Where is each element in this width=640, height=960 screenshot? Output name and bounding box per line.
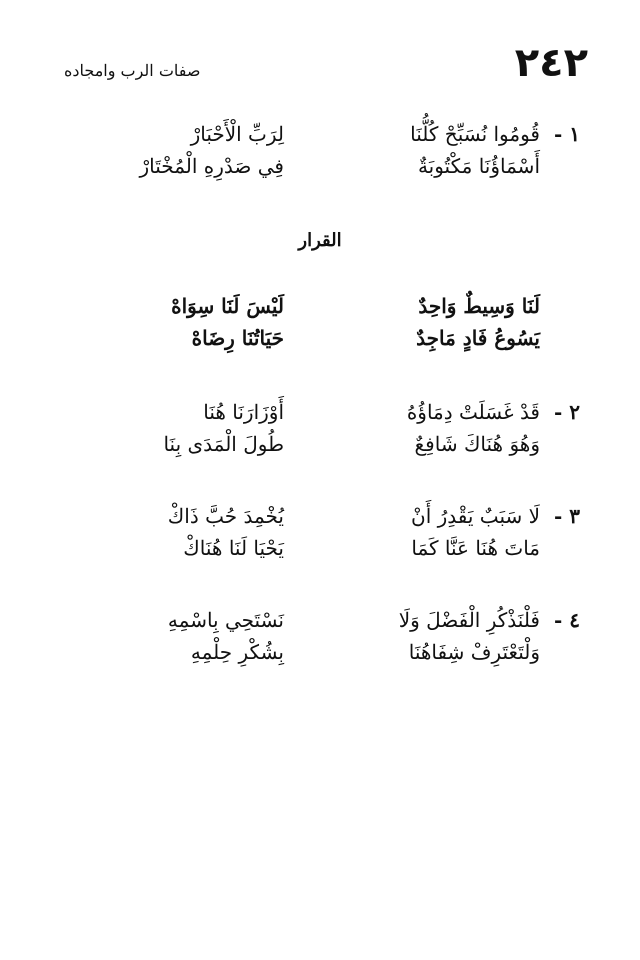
hemistich-first: أَسْمَاؤُنَا مَكْتُوبَةٌ [417, 154, 540, 178]
hemistich-first: قُومُوا نُسَبِّحْ كُلُّنَا [410, 122, 540, 146]
verse-line [0, 290, 640, 322]
stanza-number: ٢ - [553, 400, 580, 424]
verse-line [0, 150, 640, 182]
verse-line [0, 118, 640, 150]
verse-line [0, 532, 640, 564]
verse-line [0, 636, 640, 668]
stanza-4 [0, 604, 640, 668]
hemistich-second: لِرَبِّ الْأَحْبَارْ [190, 122, 284, 146]
hemistich-second: لَيْسَ لَنَا سِوَاهْ [171, 294, 284, 318]
verse-line [0, 428, 640, 460]
stanza-3 [0, 500, 640, 564]
stanza-1 [0, 118, 640, 182]
page-number: ٢٤٢ [514, 40, 588, 86]
hemistich-first: مَاتَ هُنَا عَنَّا كَمَا [411, 536, 540, 560]
hemistich-second: يَحْيَا لَنَا هُنَاكْ [183, 536, 284, 560]
running-title: صفات الرب وامجاده [64, 61, 201, 80]
hemistich-first: وَلْتَعْتَرِفْ شِفَاهُنَا [408, 640, 540, 664]
hemistich-first: قَدْ غَسَلَتْ دِمَاؤُهُ [406, 400, 540, 424]
hemistich-second: بِشُكْرِ حِلْمِهِ [190, 640, 284, 664]
hemistich-first: فَلْنَذْكُرِ الْفَضْلَ وَلَا [398, 608, 540, 632]
stanza-number: ٤ - [553, 608, 580, 632]
stanza-number: ٣ - [553, 504, 580, 528]
hemistich-first: لَا سَبَبٌ يَقْدِرُ أَنْ [411, 504, 540, 528]
verse-line [0, 396, 640, 428]
refrain-heading: القرار [298, 230, 342, 251]
stanza-number: ١ - [553, 122, 580, 146]
hemistich-second: حَيَاتُنَا رِضَاهْ [191, 326, 284, 350]
hemistich-second: فِي صَدْرِهِ الْمُخْتَارْ [139, 154, 284, 178]
hemistich-second: أَوْزَارَنَا هُنَا [203, 400, 284, 424]
hemistich-first: لَنَا وَسِيطٌ وَاحِدٌ [418, 294, 540, 318]
hemistich-first: وَهُوَ هُنَاكَ شَافِعٌ [414, 432, 540, 456]
hemistich-second: نَسْتَحِي بِاسْمِهِ [167, 608, 284, 632]
hemistich-second: طُولَ الْمَدَى بِنَا [163, 432, 284, 456]
hemistich-second: يُخْمِدَ حُبَّ ذَاكْ [167, 504, 284, 528]
hemistich-first: يَسُوعُ فَادٍ مَاجِدٌ [416, 326, 540, 350]
refrain [0, 290, 640, 354]
verse-line [0, 322, 640, 354]
stanza-2 [0, 396, 640, 460]
verse-line [0, 604, 640, 636]
verse-line [0, 500, 640, 532]
